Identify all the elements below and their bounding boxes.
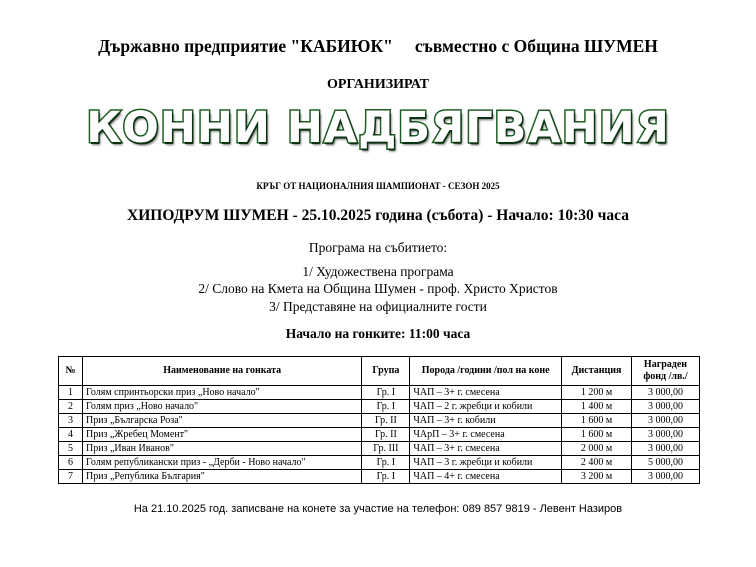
cell-distance: 2 000 м — [562, 442, 632, 456]
cell-prize: 3 000,00 — [632, 400, 700, 414]
table-row — [59, 428, 700, 442]
venue-date-line: ХИПОДРУМ ШУМЕН - 25.10.2025 година (събота) - Начало: 10:30 часа — [127, 207, 629, 224]
program-section — [0, 239, 756, 315]
table-row — [59, 470, 700, 484]
cell-prize: 5 000,00 — [632, 456, 700, 470]
cell-breed: ЧАП – 3+ г. кобили — [410, 414, 562, 428]
registration-note: На 21.10.2025 год. записване на конете за участие на телефон: 089 857 9819 - Левент Назиров — [133, 503, 623, 515]
cell-prize: 3 000,00 — [632, 414, 700, 428]
cell-prize: 3 000,00 — [632, 470, 700, 484]
cell-distance: 2 400 м — [562, 456, 632, 470]
program-item: 1/ Художествена програма — [302, 263, 454, 279]
cell-num: 4 — [59, 428, 83, 442]
cell-group: Гр. I — [362, 456, 410, 470]
cell-num: 2 — [59, 400, 83, 414]
cell-prize: 3 000,00 — [632, 428, 700, 442]
cell-breed: ЧАП – 2 г. жребци и кобили — [410, 400, 562, 414]
cell-group: Гр. II — [362, 428, 410, 442]
cell-num: 5 — [59, 442, 83, 456]
cell-group: Гр. II — [362, 414, 410, 428]
cell-group: Гр. I — [362, 470, 410, 484]
cell-breed: ЧАП – 3 г. жребци и кобили — [410, 456, 562, 470]
cell-group: Гр. III — [362, 442, 410, 456]
program-title: Програма на събитието: — [308, 240, 448, 255]
cell-race-name: Приз „Иван Иванов" — [82, 442, 361, 456]
organizer-name: Държавно предприятие "КАБИЮК" — [98, 36, 393, 56]
cell-group: Гр. I — [362, 400, 410, 414]
cell-num: 3 — [59, 414, 83, 428]
cell-distance: 3 200 м — [562, 470, 632, 484]
header-group: Група — [362, 357, 410, 386]
partner-name: съвместно с Община ШУМЕН — [414, 36, 658, 56]
cell-breed: ЧАрП – 3+ г. смесена — [410, 428, 562, 442]
cell-distance: 1 600 м — [562, 414, 632, 428]
table-row — [59, 386, 700, 400]
event-title-banner: КОННИ НАДБЯГВАНИЯ — [86, 103, 670, 153]
header-prize: Награден фонд /лв./ — [632, 357, 700, 386]
cell-distance: 1 200 м — [562, 386, 632, 400]
cell-race-name: Приз „Жребец Момент" — [82, 428, 361, 442]
header-race-name: Наименование на гонката — [82, 357, 361, 386]
table-row — [59, 414, 700, 428]
program-item: 2/ Слово на Кмета на Община Шумен - проф. Христо Христов — [198, 281, 558, 296]
cell-breed: ЧАП – 3+ г. смесена — [410, 442, 562, 456]
races-table — [58, 356, 700, 484]
table-header-row — [59, 357, 700, 386]
cell-breed: ЧАП – 4+ г. смесена — [410, 470, 562, 484]
cell-race-name: Голям приз „Ново начало" — [82, 400, 361, 414]
header-breed: Порода /години /пол на коне — [410, 357, 562, 386]
organize-heading: ОРГАНИЗИРАТ — [327, 77, 429, 92]
cell-group: Гр. I — [362, 386, 410, 400]
cell-race-name: Голям спринтьорски приз „Ново начало" — [82, 386, 361, 400]
table-row — [59, 400, 700, 414]
cell-num: 6 — [59, 456, 83, 470]
cell-num: 7 — [59, 470, 83, 484]
cell-race-name: Приз „Българска Роза" — [82, 414, 361, 428]
table-row — [59, 456, 700, 470]
cell-distance: 1 600 м — [562, 428, 632, 442]
cell-prize: 3 000,00 — [632, 442, 700, 456]
cell-race-name: Голям републикански приз - „Дерби - Ново начало" — [82, 456, 361, 470]
cell-distance: 1 400 м — [562, 400, 632, 414]
championship-round: КРЪГ ОТ НАЦИОНАЛНИЯ ШАМПИОНАТ - СЕЗОН 2025 — [256, 181, 500, 191]
cell-race-name: Приз „Република България" — [82, 470, 361, 484]
races-start-time: Начало на гонките: 11:00 часа — [285, 326, 471, 341]
organizer-line — [0, 36, 756, 57]
header-distance: Дистанция — [562, 357, 632, 386]
header-num: № — [59, 357, 83, 386]
cell-prize: 3 000,00 — [632, 386, 700, 400]
program-item: 3/ Представяне на официалните гости — [269, 298, 487, 314]
cell-breed: ЧАП – 3+ г. смесена — [410, 386, 562, 400]
table-row — [59, 442, 700, 456]
cell-num: 1 — [59, 386, 83, 400]
